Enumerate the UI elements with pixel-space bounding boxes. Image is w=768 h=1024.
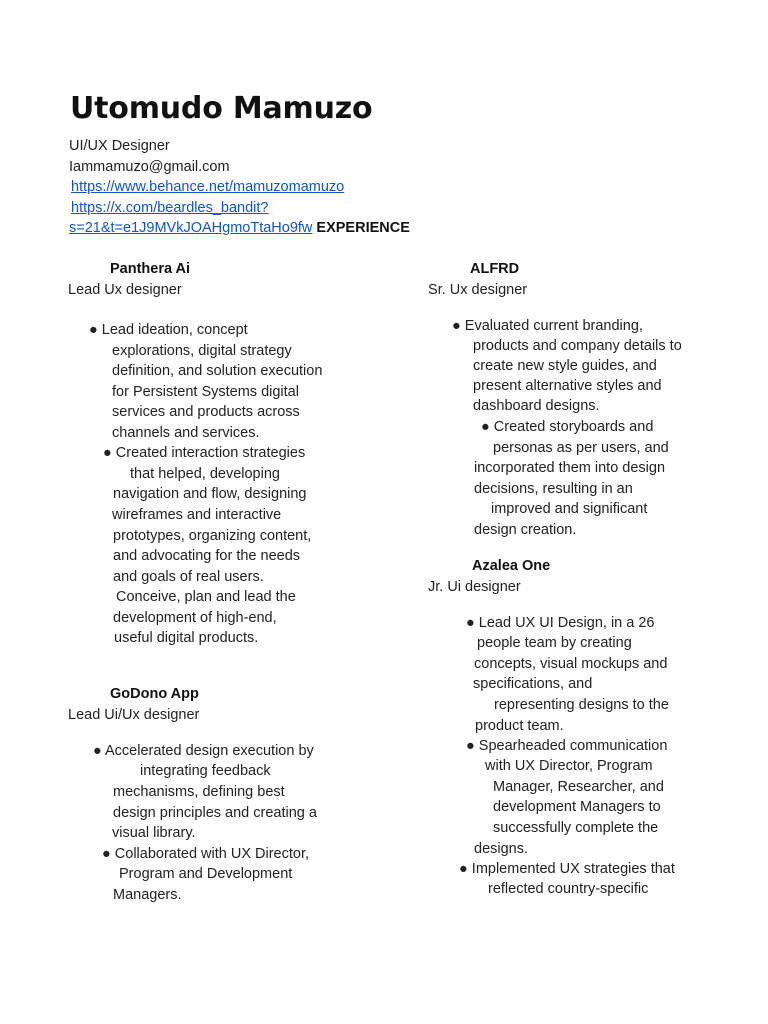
bullet-line: development of high-end, [113, 610, 277, 626]
bullet-line: reflected country-specific [488, 881, 649, 897]
bullet-line: with UX Director, Program [485, 758, 653, 774]
bullet-line: personas as per users, and [493, 440, 669, 456]
bullet-line: integrating feedback [140, 763, 271, 779]
job-role: Lead Ui/Ux designer [68, 707, 200, 723]
bullet-line: visual library. [112, 825, 196, 841]
bullet-line: create new style guides, and [473, 358, 657, 374]
bullet-line: products and company details to [473, 338, 682, 354]
bullet-line: successfully complete the [493, 820, 659, 836]
company-name: ALFRD [470, 261, 520, 277]
bullet-line: and goals of real users. [113, 569, 264, 585]
x-profile-link[interactable]: https://x.com/beardles_bandit? [71, 200, 269, 216]
bullet-line: improved and significant [491, 501, 648, 517]
bullet-line: ● Evaluated current branding, [452, 318, 643, 334]
bullet-line: ● Spearheaded communication [466, 738, 668, 754]
bullet-line: for Persistent Systems digital [112, 384, 299, 400]
bullet-line: ● Implemented UX strategies that [459, 861, 675, 877]
company-name: Azalea One [472, 558, 551, 574]
bullet-line: useful digital products. [114, 630, 259, 646]
bullet-line: present alternative styles and [473, 378, 662, 394]
bullet-line: people team by creating [477, 635, 632, 651]
job-role: Lead Ux designer [68, 282, 182, 298]
bullet-line: ● Lead ideation, concept [89, 322, 248, 338]
bullet-line: ● Collaborated with UX Director, [102, 846, 310, 862]
bullet-line: that helped, developing [130, 466, 280, 482]
bullet-line: Program and Development [119, 866, 293, 882]
bullet-line: Conceive, plan and lead the [116, 589, 296, 605]
bullet-line: ● Lead UX UI Design, in a 26 [466, 615, 655, 631]
bullet-line: mechanisms, defining best [113, 784, 285, 800]
bullet-line: dashboard designs. [473, 398, 600, 414]
job-role: Sr. Ux designer [428, 282, 528, 298]
bullet-line: ● Accelerated design execution by [93, 743, 314, 759]
bullet-line: definition, and solution execution [112, 363, 323, 379]
bullet-line: navigation and flow, designing [113, 486, 307, 502]
applicant-name: Utomudo Mamuzo [70, 91, 373, 126]
bullet-line: ● Created storyboards and [481, 419, 654, 435]
job-title: UI/UX Designer [69, 138, 170, 154]
bullet-line: incorporated them into design [474, 460, 666, 476]
bullet-line: development Managers to [493, 799, 661, 815]
x-link-and-heading [69, 218, 410, 239]
behance-link[interactable]: https://www.behance.net/mamuzomamuzo [71, 179, 345, 195]
company-name: GoDono App [110, 686, 199, 702]
bullet-line: representing designs to the [494, 697, 669, 713]
bullet-line: channels and services. [112, 425, 260, 441]
bullet-line: Manager, Researcher, and [493, 779, 664, 795]
x-profile-link-continued[interactable]: s=21&t=e1J9MVkJOAHgmoTtaHo9fw [69, 220, 313, 236]
bullet-line: concepts, visual mockups and [474, 656, 668, 672]
bullet-line: explorations, digital strategy [112, 343, 292, 359]
bullet-line: design principles and creating a [113, 805, 317, 821]
bullet-line: prototypes, organizing content, [113, 528, 312, 544]
bullet-line: Managers. [113, 887, 182, 903]
job-role: Jr. Ui designer [428, 579, 521, 595]
bullet-line: design creation. [474, 522, 577, 538]
bullet-line: ● Created interaction strategies [103, 445, 306, 461]
bullet-line: designs. [474, 841, 529, 857]
bullet-line: decisions, resulting in an [474, 481, 633, 497]
bullet-line: and advocating for the needs [113, 548, 301, 564]
bullet-line: services and products across [112, 404, 300, 420]
bullet-line: product team. [475, 718, 564, 734]
company-name: Panthera Ai [110, 261, 191, 277]
experience-heading: EXPERIENCE [316, 220, 410, 236]
bullet-line: specifications, and [473, 676, 593, 692]
bullet-line: wireframes and interactive [112, 507, 282, 523]
email-address: Iammamuzo@gmail.com [69, 159, 230, 175]
